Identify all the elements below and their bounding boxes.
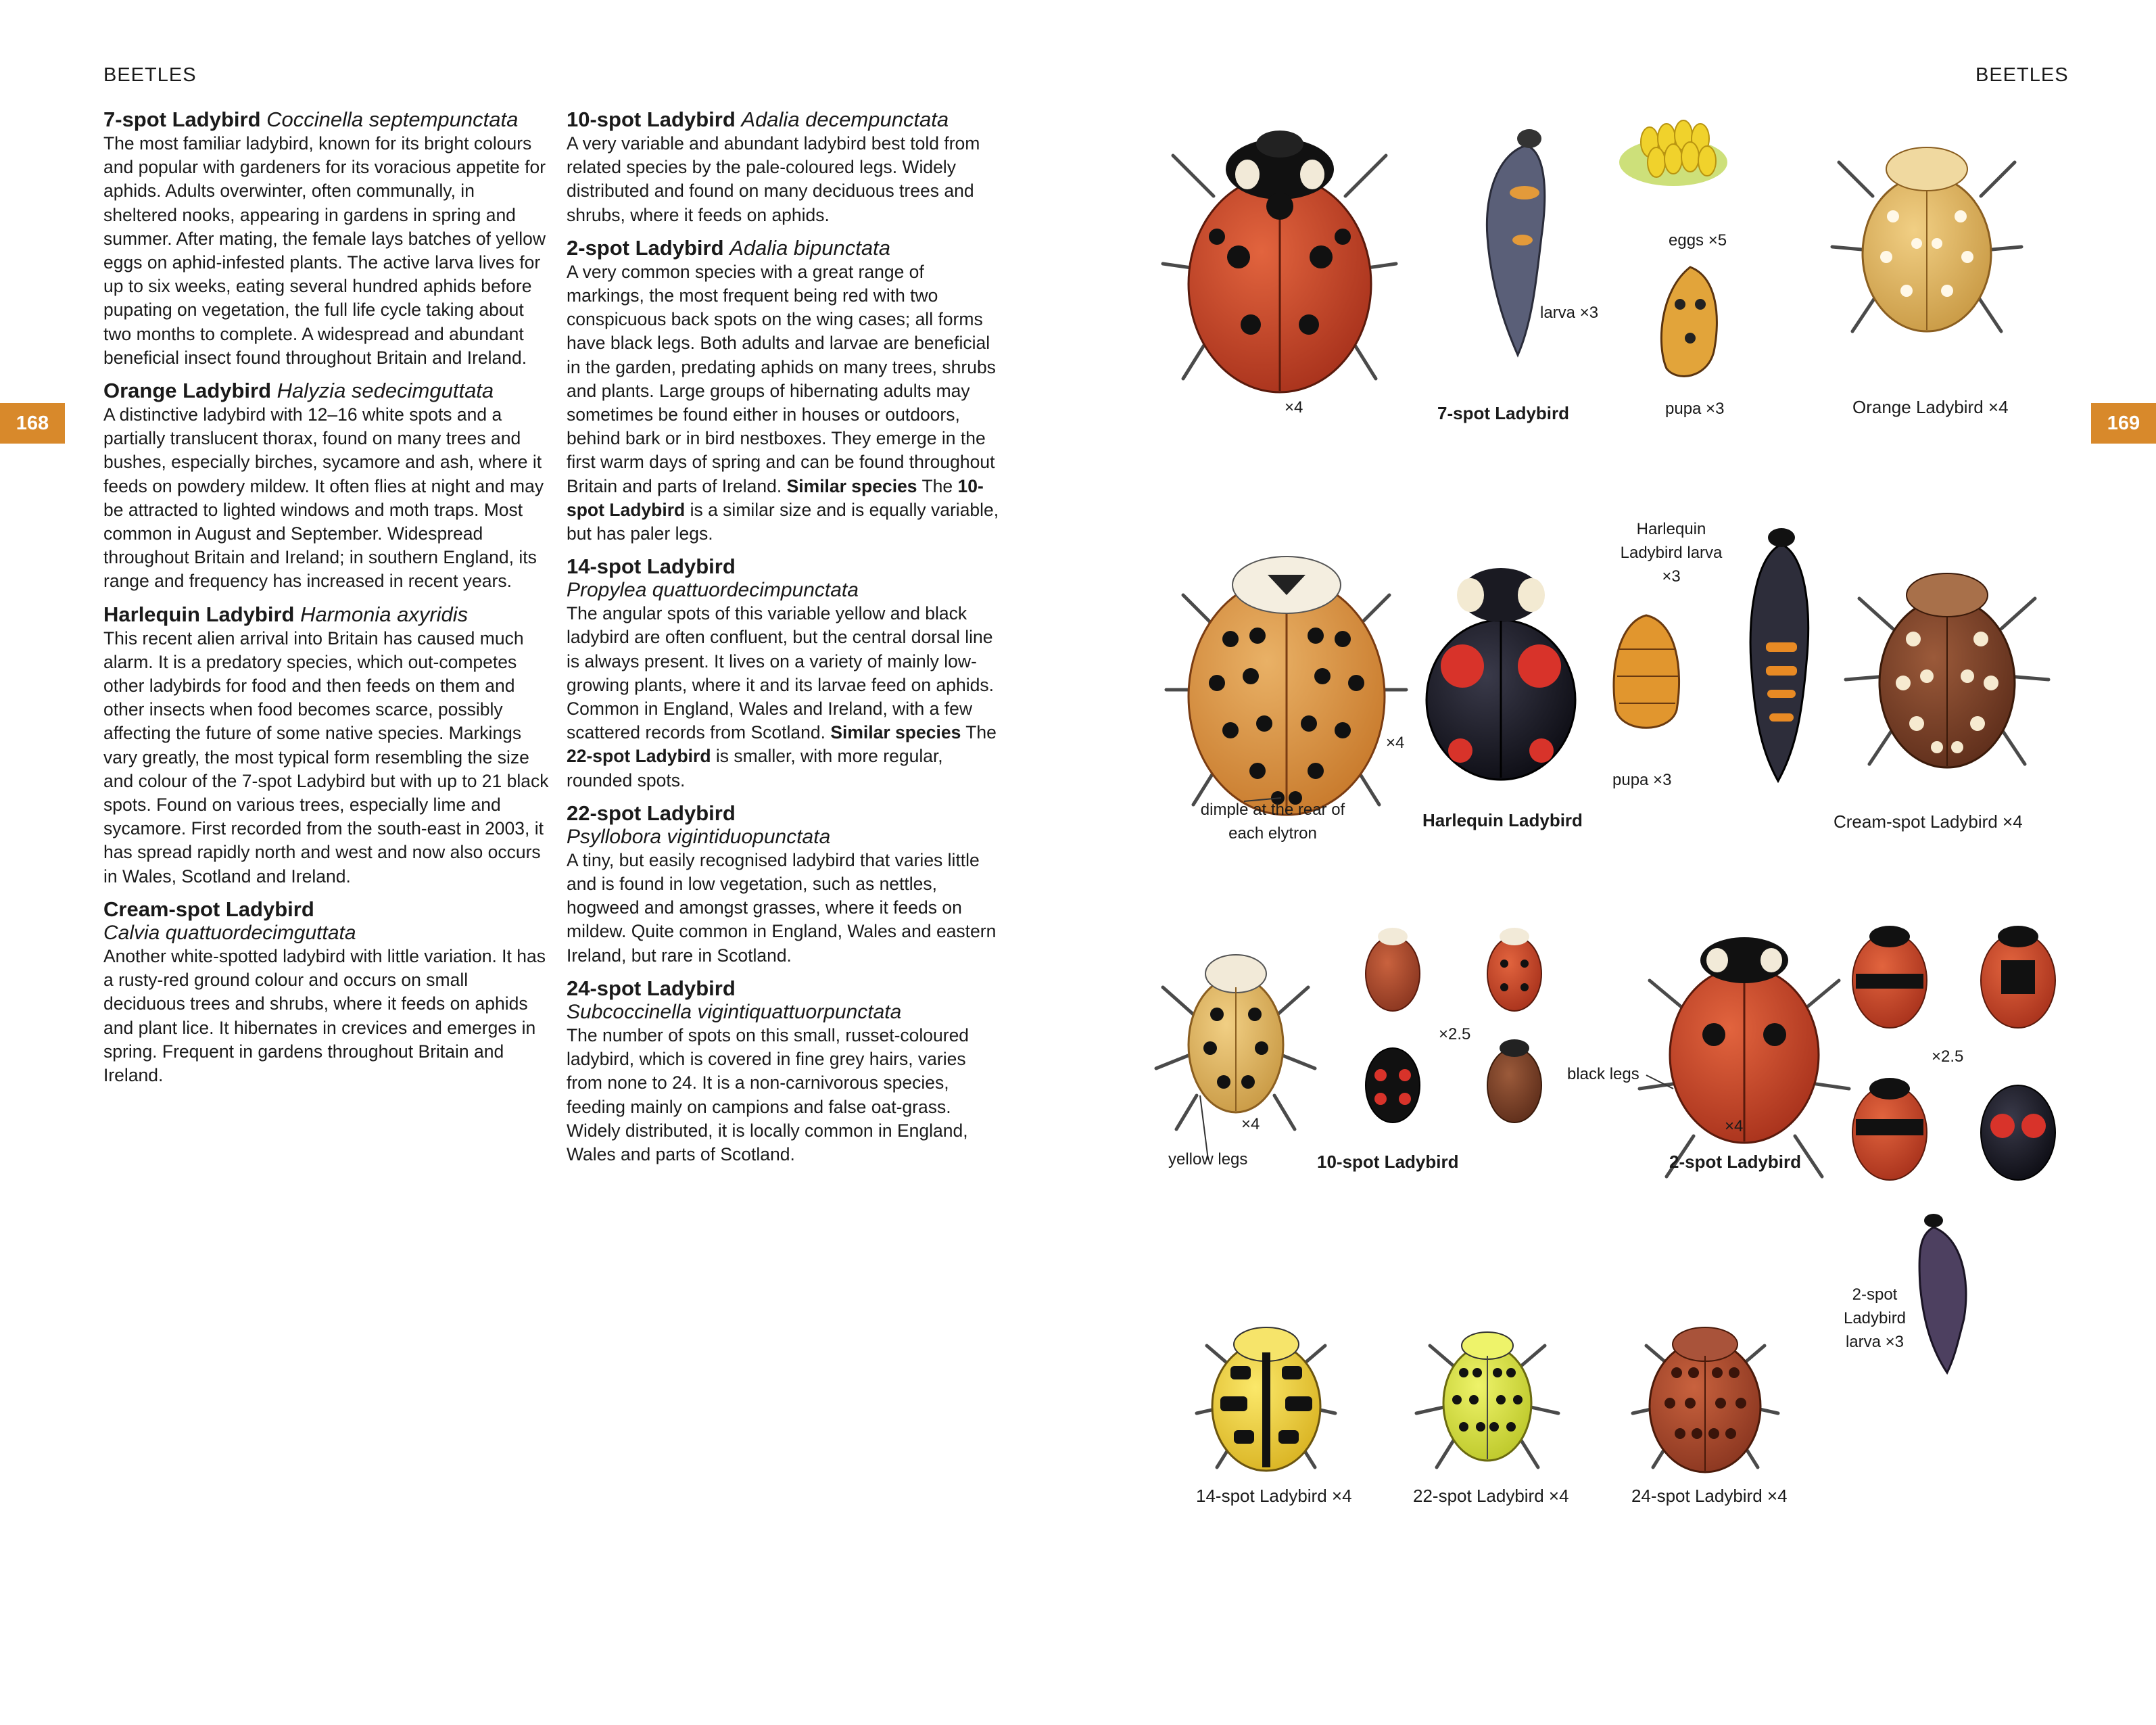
- scientific-name: Adalia decempunctata: [741, 108, 949, 131]
- ladybird-eggs-illustration: [1619, 120, 1727, 186]
- caption-2-spot: 2-spot Ladybird: [1669, 1152, 1802, 1172]
- yellow-legs-label: yellow legs: [1168, 1150, 1248, 1168]
- species-description: The angular spots of this variable yellow and black ladybird are often confluent, but the central dorsal line is always present. It lives on a variety of mainly low-growing plants, where it and its larvae feed on aphids. Common in England, Wales and Ireland, with a few scattered records from Scotland.: [567, 603, 994, 743]
- caption-14-spot: 14-spot Ladybird ×4: [1196, 1486, 1352, 1506]
- magnification-label: ×4: [1241, 1115, 1260, 1133]
- species-name: Harlequin Ladybird: [103, 602, 295, 626]
- species-description: Another white-spotted ladybird with little variation. It has a rusty-red ground colour and occurs on small deciduous trees and shrubs, where it feeds on aphids and plant lice. It hibernates in crevices and emerges in spring. Frequent in gardens throughout Britain and Ireland.: [103, 945, 546, 1085]
- caption-7-spot: 7-spot Ladybird: [1437, 403, 1570, 423]
- pupa-label: pupa ×3: [1612, 771, 1672, 789]
- seven-spot-larva-illustration: [1487, 129, 1544, 355]
- caption-harlequin: Harlequin Ladybird: [1422, 810, 1583, 830]
- twenty-two-spot-ladybird-illustration: [1443, 1332, 1531, 1461]
- similar-species-name: 22-spot Ladybird: [567, 746, 711, 767]
- scientific-name: Halyzia sedecimguttata: [277, 379, 494, 403]
- caption-22-spot: 22-spot Ladybird ×4: [1413, 1486, 1569, 1506]
- caption-cream-spot: Cream-spot Ladybird ×4: [1834, 811, 2023, 832]
- twenty-four-spot-ladybird-illustration: [1650, 1327, 1760, 1472]
- similar-species-label: Similar species: [830, 722, 961, 743]
- harlequin-pupa-illustration: [1614, 615, 1679, 728]
- page-number-right: 169: [2091, 403, 2156, 444]
- leader-lines: [1200, 798, 1673, 1160]
- species-description: The most familiar ladybird, known for its bright colours and popular with gardeners for its voracious appetite for aphids. Adults overwinter, often communally, in sheltered nooks, appearing in gardens in spring and summer. After mating, the female lays batches of yellow eggs on aphid-infested plants. The active larva lives for up to six weeks, eating several hundred aphids before pupating on vegetation, the full life cycle taking about two months to complete. A widespread and abundant beneficial insect found throughout Britain and Ireland.: [103, 133, 546, 368]
- running-head-left: BEETLES: [103, 64, 197, 86]
- harlequin-larva-illustration: [1750, 528, 1808, 781]
- caption-10-spot: 10-spot Ladybird: [1317, 1152, 1459, 1172]
- larva-label: larva ×3: [1540, 304, 1599, 322]
- similar-species-name: 10-spot Ladybird: [567, 475, 984, 520]
- seven-spot-ladybird-illustration: [1189, 131, 1371, 392]
- species-description: A very common species with a great range of markings, the most frequent being red with two conspicuous back spots on the wing cases; all forms have black legs. Both adults and larvae are beneficial in the garden, predating aphids on many trees, shrubs and plants. Large groups of hibernating adults may sometimes be found either in houses or outdoors, behind bark or in bird nestboxes. They emerge in the first warm days of spring and can be found throughout Britain and parts of Ireland.: [567, 261, 996, 496]
- species-name: 2-spot Ladybird: [567, 235, 724, 260]
- magnification-label: ×4: [1285, 398, 1303, 417]
- scientific-name: Subcoccinella vigintiquattuorpunctata: [567, 1000, 902, 1023]
- scientific-name: Harmonia axyridis: [300, 602, 469, 626]
- dimple-label: dimple at the rear of each elytron: [1200, 801, 1345, 843]
- species-description: A very variable and abundant ladybird best told from related species by the pale-coloured legs. Widely distributed and found on many deciduous trees and shrubs, where it feeds on aphids.: [567, 133, 980, 225]
- magnification-label: ×4: [1725, 1117, 1744, 1135]
- ten-spot-ladybird-illustration: [1189, 955, 1283, 1112]
- species-name: 10-spot Ladybird: [567, 108, 736, 131]
- scientific-name: Psyllobora vigintiduopunctata: [567, 825, 831, 848]
- scientific-name: Coccinella septempunctata: [266, 108, 519, 131]
- cream-spot-ladybird-illustration: [1879, 573, 2015, 767]
- two-spot-ladybird-illustration: [1670, 937, 1819, 1143]
- page-number-left: 168: [0, 403, 65, 444]
- black-legs-label: black legs: [1567, 1065, 1639, 1083]
- species-description: A tiny, but easily recognised ladybird that varies little and is found in low vegetation, such as nettles, hogweed and amongst grasses, where it feeds on mildew. Quite common in England, Wales and eastern Ireland, but rare in Scotland.: [567, 849, 997, 966]
- seven-spot-pupa-illustration: [1661, 267, 1717, 376]
- species-name: 22-spot Ladybird: [567, 801, 736, 825]
- species-name: Cream-spot Ladybird: [103, 897, 314, 921]
- species-description: This recent alien arrival into Britain has caused much alarm. It is a predatory species, which out-competes other ladybirds for food and then feeds on them and other insects when food becomes scarce, possibly affecting the future of some native species. Markings vary greatly, the most typical form resembling the size and colour of the 7-spot Ladybird but with up to 21 black spots. Found on various trees, especially lime and sycamore. First recorded from the south-east in 2003, it has spread rapidly north and west and now also occurs in Wales, Scotland and Ireland.: [103, 628, 549, 887]
- pupa-label: pupa ×3: [1665, 400, 1725, 418]
- scientific-name: Calvia quattuordecimguttata: [103, 921, 356, 944]
- two-spot-larva-label: 2-spot Ladybird larva ×3: [1843, 1285, 1907, 1351]
- harlequin-larva-label: Harlequin Ladybird larva ×3: [1620, 520, 1723, 586]
- caption-orange: Orange Ladybird ×4: [1852, 397, 2009, 417]
- eggs-label: eggs ×5: [1669, 231, 1727, 250]
- harlequin-ladybird-black-form-illustration: [1427, 568, 1575, 780]
- caption-24-spot: 24-spot Ladybird ×4: [1631, 1486, 1788, 1506]
- magnification-label: ×2.5: [1439, 1025, 1471, 1043]
- species-description: A distinctive ladybird with 12–16 white spots and a partially translucent thorax, found on many trees and bushes, especially birches, sycamore and ash, where it feeds on powdery mildew. It often flies at night and may be attracted to lighted windows and moth traps. Most common in August and September. Widespread throughout Britain and Ireland; in southern England, its range and frequency has increased in recent years.: [103, 404, 544, 592]
- scientific-name: Adalia bipunctata: [729, 235, 890, 260]
- species-name: 24-spot Ladybird: [567, 976, 736, 1000]
- species-name: 14-spot Ladybird: [567, 554, 736, 579]
- species-entry: 2-spot Ladybird Adalia bipunctata A very common species with a great range of markings, the most frequent being red with two conspicuous back spots on the wing cases; all forms have black legs. Both adults and larvae are beneficial in the garden, predating aphids on many trees, shrubs and plants. Large groups of hibernating adults may sometimes be found either in houses or outdoors, behind bark or in bird nestboxes. They emerge in the first warm days of spring and can be found throughout Britain and parts of Ireland. Similar species The 10-spot Ladybird is a similar size and is equally variable, but has paler legs.: [567, 235, 999, 544]
- species-entry: 14-spot Ladybird Propylea quattuordecimpunctata The angular spots of this variable yellow and black ladybird are often confluent, but the central dorsal line is always present. It lives on a variety of mainly low-growing plants, where it and its larvae feed on aphids. Common in England, Wales and Ireland, with a few scattered records from Scotland. Similar species The 22-spot Ladybird is smaller, with more regular, rounded spots.: [567, 554, 1003, 793]
- magnification-label: ×4: [1386, 734, 1405, 752]
- species-description: The number of spots on this small, russet-coloured ladybird, which is covered in fine grey hairs, varies from none to 24. It is a non-carnivorous species, feeding mainly on campions and false oat-grass. Widely distributed, it is locally common in England, Wales and parts of Scotland.: [567, 1024, 969, 1164]
- fourteen-spot-ladybird-illustration: [1212, 1327, 1320, 1471]
- orange-ladybird-illustration: [1863, 147, 1991, 331]
- running-head-right: BEETLES: [1975, 64, 2069, 86]
- harlequin-ladybird-orange-form-illustration: [1189, 557, 1385, 815]
- scientific-name: Propylea quattuordecimpunctata: [567, 579, 859, 602]
- magnification-label: ×2.5: [1932, 1047, 1964, 1066]
- species-name: 7-spot Ladybird: [103, 108, 261, 131]
- similar-species-label: Similar species: [786, 475, 917, 496]
- two-spot-larva-illustration: [1919, 1214, 1966, 1373]
- species-name: Orange Ladybird: [103, 379, 272, 403]
